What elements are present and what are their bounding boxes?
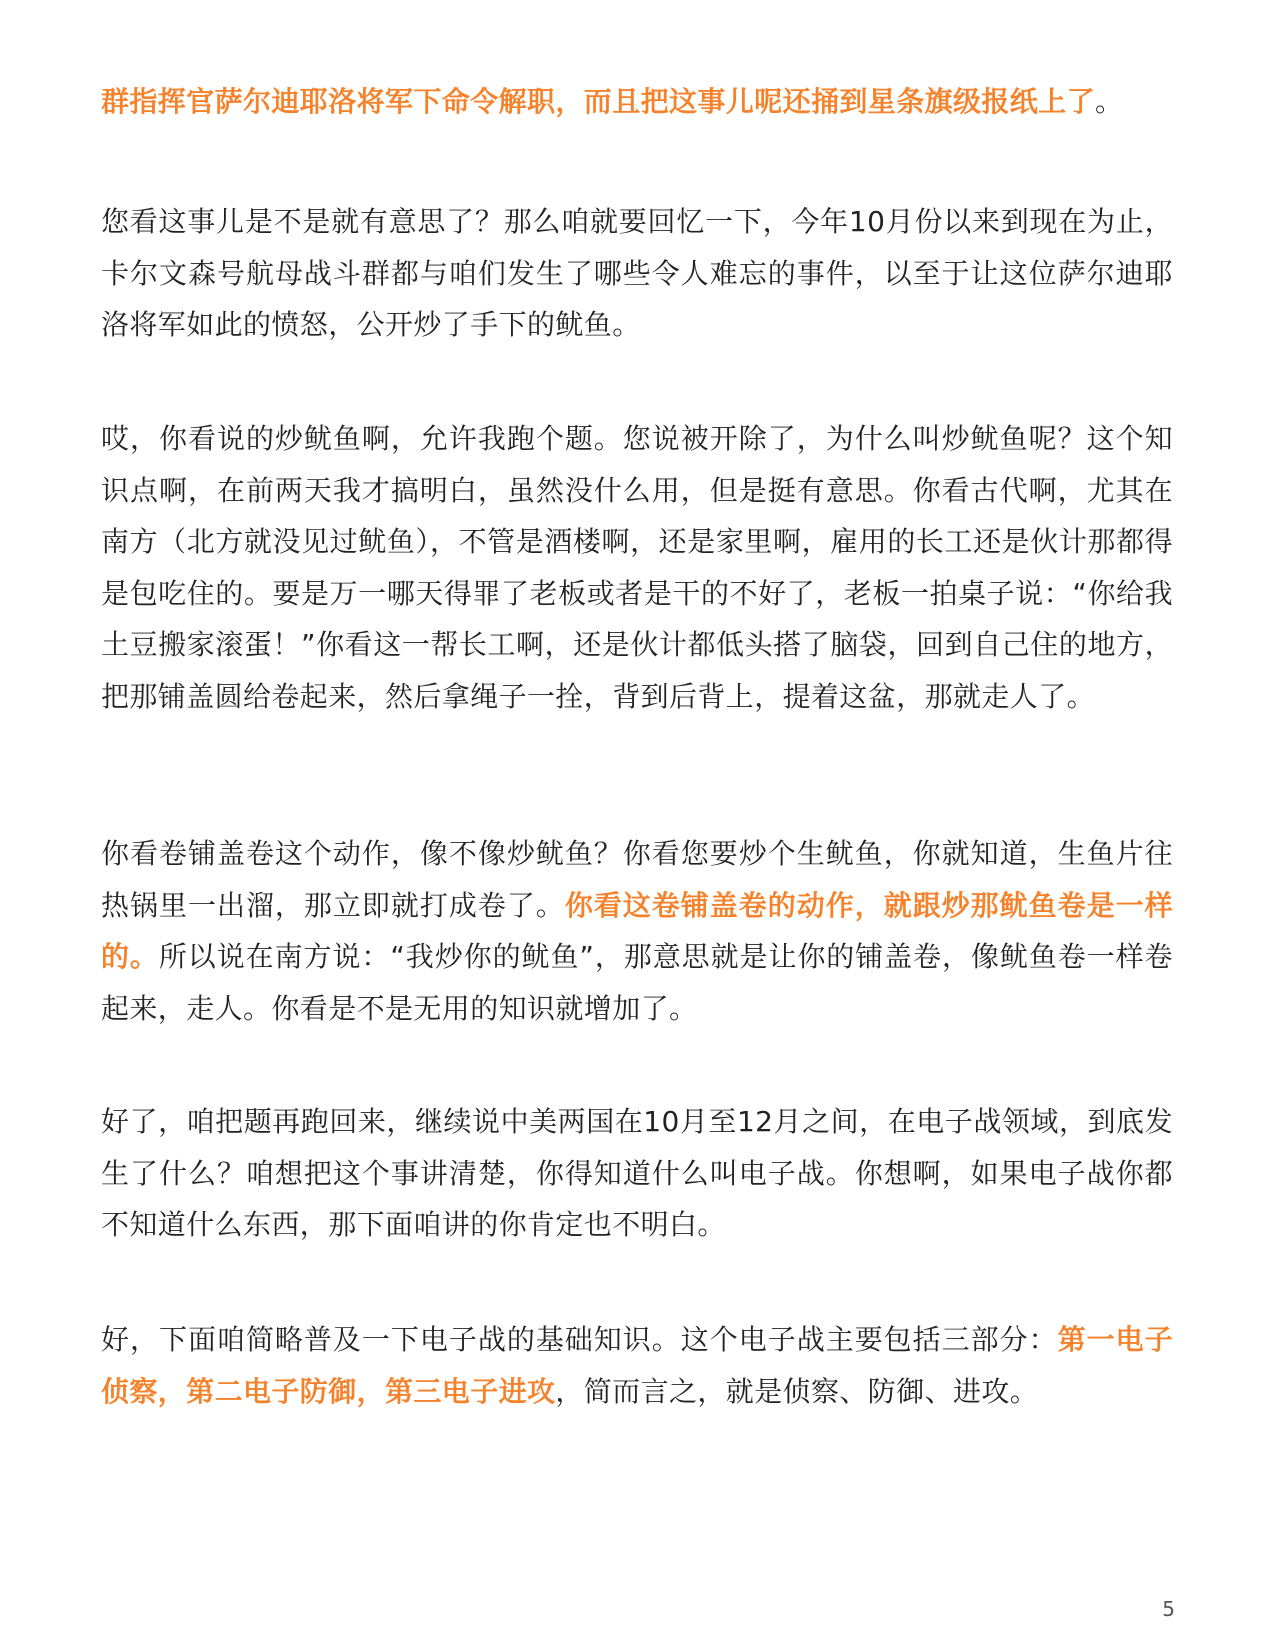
- body-text: 。: [1095, 85, 1124, 118]
- paragraph-4: [101, 828, 1173, 1034]
- paragraph-5: [101, 1096, 1173, 1251]
- paragraph-3: [101, 413, 1173, 722]
- highlight-text: 第一电子侦察，第二电子防御，第三电子进攻: [101, 1323, 1173, 1408]
- highlight-text: 群指挥官萨尔迪耶洛将军下命令解职，而且把这事儿呢还捅到星条旗级报纸上了: [101, 85, 1096, 118]
- body-text: 哎，你看说的炒鱿鱼啊，允许我跑个题。您说被开除了，为什么叫炒鱿鱼呢？这个知识点啊，在前两天我才搞明白，虽然没什么用，但是挺有意思。你看古代啊，尤其在南方（北方就没见过鱿鱼），不管是酒楼啊，还是家里啊，雇用的长工还是伙计那都得是包吃住的。要是万一哪天得罪了老板或者是干的不好了，老板一拍桌子说：“你给我土豆搬家滚蛋！”你看这一帮长工啊，还是伙计都低头搭了脑袋，回到自己住的地方，把那铺盖圆给卷起来，然后拿绳子一拴，背到后背上，提着这盆，那就走人了。: [101, 422, 1173, 713]
- body-text: ，简而言之，就是侦察、防御、进攻。: [555, 1374, 1039, 1408]
- body-text: 你看卷铺盖卷这个动作，像不像炒鱿鱼？你看您要炒个生鱿鱼，你就知道，生鱼片往热锅里一出溜，那立即就打成卷了。: [101, 837, 1173, 922]
- paragraph-1: [101, 76, 1173, 128]
- paragraph-2: [101, 196, 1173, 351]
- body-text: 好了，咱把题再跑回来，继续说中美两国在10月至12月之间，在电子战领域，到底发生了什么？咱想把这个事讲清楚，你得知道什么叫电子战。你想啊，如果电子战你都不知道什么东西，那下面咱讲的你肯定也不明白。: [101, 1105, 1173, 1241]
- body-text: 好，下面咱简略普及一下电子战的基础知识。这个电子战主要包括三部分：: [101, 1323, 1058, 1356]
- paragraph-6: [101, 1314, 1173, 1417]
- page-number: 5: [1162, 1597, 1175, 1621]
- body-text: 您看这事儿是不是就有意思了？那么咱就要回忆一下，今年10月份以来到现在为止，卡尔文森号航母战斗群都与咱们发生了哪些令人难忘的事件，以至于让这位萨尔迪耶洛将军如此的愤怒，公开炒了手下的鱿鱼。: [101, 205, 1173, 341]
- highlight-text: 你看这卷铺盖卷的动作，就跟炒那鱿鱼卷是一样的。: [101, 888, 1174, 973]
- body-text: 所以说在南方说：“我炒你的鱿鱼”，那意思就是让你的铺盖卷，像鱿鱼卷一样卷起来，走人。你看是不是无用的知识就增加了。: [101, 940, 1173, 1025]
